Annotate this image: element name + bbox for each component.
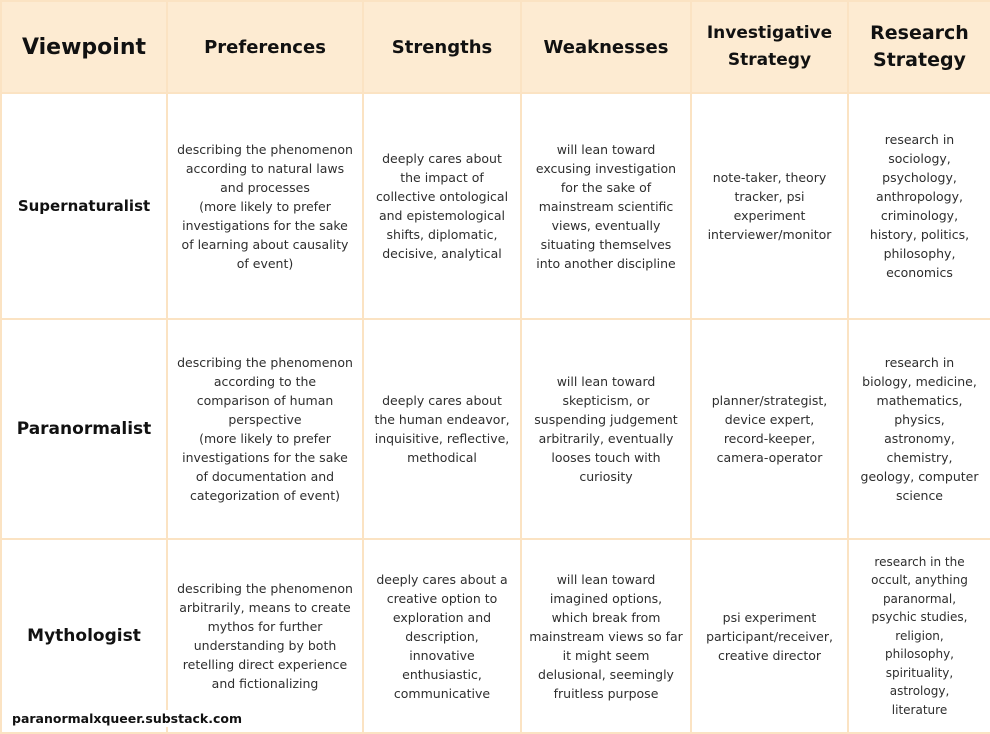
header-strengths: Strengths xyxy=(363,1,521,93)
preferences-cell: describing the phenomenon arbitrarily, means to create mythos for further understanding by both retelling direct experience and fictionalizing xyxy=(167,539,363,733)
header-viewpoint: Viewpoint xyxy=(1,1,167,93)
header-research-strategy: Research Strategy xyxy=(848,1,990,93)
strengths-cell: deeply cares about the human endeavor, inquisitive, reflective, methodical xyxy=(363,319,521,539)
preferences-cell: describing the phenomenon according to the comparison of human perspective (more likely to prefer investigations for the sake of documentation and categorization of event) xyxy=(167,319,363,539)
header-preferences: Preferences xyxy=(167,1,363,93)
strengths-cell: deeply cares about a creative option to exploration and description, innovative enthusiastic, communicative xyxy=(363,539,521,733)
research-strategy-cell: research in the occult, anything paranormal, psychic studies, religion, philosophy, spirituality, astrology, literature xyxy=(848,539,990,733)
table-row-supernaturalist xyxy=(1,93,990,319)
viewpoint-supernaturalist: Supernaturalist xyxy=(1,93,167,319)
investigative-strategy-cell: note-taker, theory tracker, psi experiment interviewer/monitor xyxy=(691,93,848,319)
header-row xyxy=(1,1,990,93)
viewpoint-mythologist: Mythologist xyxy=(1,539,167,733)
table-row-paranormalist xyxy=(1,319,990,539)
viewpoint-paranormalist: Paranormalist xyxy=(1,319,167,539)
research-strategy-cell: research in sociology, psychology, anthropology, criminology, history, politics, philosophy, economics xyxy=(848,93,990,319)
weaknesses-cell: will lean toward skepticism, or suspending judgement arbitrarily, eventually looses touch with curiosity xyxy=(521,319,691,539)
source-credit: paranormalxqueer.substack.com xyxy=(12,711,243,726)
header-weaknesses: Weaknesses xyxy=(521,1,691,93)
investigative-strategy-cell: psi experiment participant/receiver, creative director xyxy=(691,539,848,733)
weaknesses-cell: will lean toward imagined options, which break from mainstream views so far it might seem delusional, seemingly fruitless purpose xyxy=(521,539,691,733)
header-investigative-strategy: Investigative Strategy xyxy=(691,1,848,93)
investigative-strategy-cell: planner/strategist, device expert, record-keeper, camera-operator xyxy=(691,319,848,539)
strengths-cell: deeply cares about the impact of collective ontological and epistemological shifts, diplomatic, decisive, analytical xyxy=(363,93,521,319)
research-strategy-cell: research in biology, medicine, mathematics, physics, astronomy, chemistry, geology, computer science xyxy=(848,319,990,539)
table-row-mythologist xyxy=(1,539,990,733)
weaknesses-cell: will lean toward excusing investigation for the sake of mainstream scientific views, eventually situating themselves into another discipline xyxy=(521,93,691,319)
preferences-cell: describing the phenomenon according to natural laws and processes (more likely to prefer investigations for the sake of learning about causality of event) xyxy=(167,93,363,319)
